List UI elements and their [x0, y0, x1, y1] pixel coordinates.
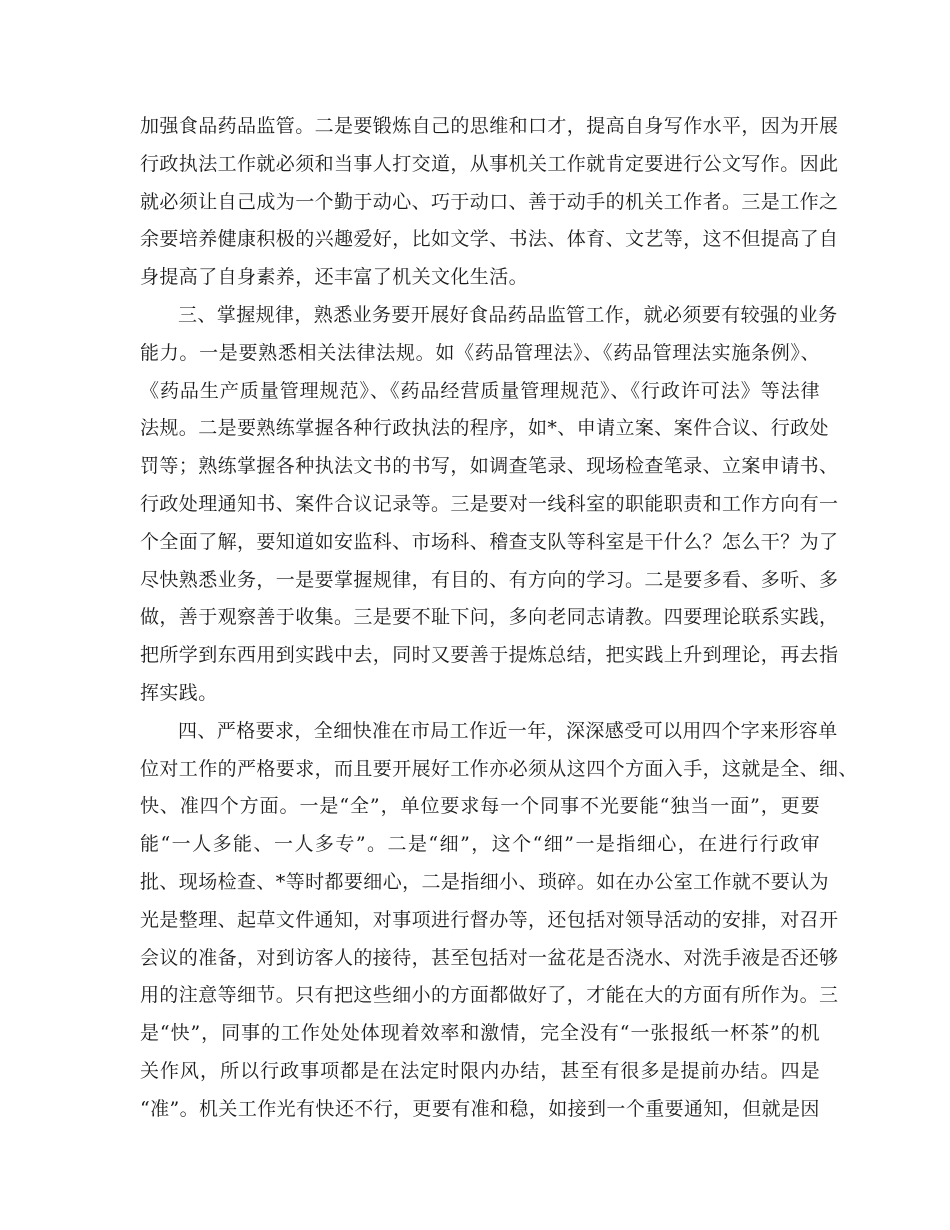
text-line: 用的注意等细节。只有把这些细小的方面都做好了，才能在大的方面有所作为。三 — [140, 984, 839, 1007]
text-line: 加强食品药品监管。二是要锻炼自己的思维和口才，提高自身写作水平，因为开展 — [140, 115, 839, 137]
text-line: 行政处理通知书、案件合议记录等。三是要对一线科室的职能职责和工作方向有一 — [140, 492, 839, 515]
text-line: 快、准四个方面。一是“全”，单位要求每一个同事不光要能“独当一面”，更要 — [140, 795, 820, 818]
text-line: 把所学到东西用到实践中去，同时又要善于提炼总结，把实践上升到理论，再去指 — [140, 644, 839, 667]
text-line: 身提高了自身素养，还丰富了机关文化生活。 — [140, 266, 529, 289]
text-line: 余要培养健康积极的兴趣爱好，比如文学、书法、体育、文艺等，这不但提高了自 — [140, 228, 839, 251]
text-line: 批、现场检查、*等时都要细心，二是指细小、琐碎。如在办公室工作就不要认为 — [140, 870, 829, 893]
text-line: 罚等；熟练掌握各种执法文书的书写，如调查笔录、现场检查笔录、立案申请书、 — [140, 455, 839, 478]
text-line: 四、严格要求，全细快准在市局工作近一年，深深感受可以用四个字来形容单 — [178, 719, 838, 742]
text-line: 个全面了解，要知道如安监科、市场科、稽查支队等科室是干什么？怎么干？为了 — [140, 530, 839, 553]
text-line: 做，善于观察善于收集。三是要不耻下问，多向老同志请教。四要理论联系实践， — [140, 606, 839, 629]
text-line: 挥实践。 — [140, 681, 218, 704]
text-line: 关作风，所以行政事项都是在法定时限内办结，甚至有很多是提前办结。四是 — [140, 1059, 820, 1082]
text-line: 就必须让自己成为一个勤于动心、巧于动口、善于动手的机关工作者。三是工作之 — [140, 190, 839, 213]
text-line: 《药品生产质量管理规范》、《药品经营质量管理规范》、《行政许可法》等法律 — [140, 379, 820, 402]
text-line: 法规。二是要熟练掌握各种行政执法的程序，如*、申请立案、案件合议、行政处 — [140, 417, 829, 440]
text-line: 能力。一是要熟悉相关法律法规。如《药品管理法》、《药品管理法实施条例》、 — [140, 341, 820, 364]
text-line: 光是整理、起草文件通知，对事项进行督办等，还包括对领导活动的安排，对召开 — [140, 908, 839, 931]
text-line: 是“快”，同事的工作处处体现着效率和激情，完全没有“一张报纸一杯茶”的机 — [140, 1022, 820, 1045]
paragraph-3 — [140, 713, 858, 1129]
text-line: 位对工作的严格要求，而且要开展好工作亦必须从这四个方面入手，这就是全、细、 — [140, 757, 858, 780]
text-line: 尽快熟悉业务，一是要掌握规律，有目的、有方向的学习。二是要多看、多听、多 — [140, 568, 839, 591]
document-body — [140, 108, 858, 1129]
text-line: 能“一人多能、一人多专”。二是“细”，这个“细”一是指细心，在进行行政审 — [140, 833, 820, 856]
paragraph-1 — [140, 108, 839, 297]
text-line: 三、掌握规律，熟悉业务要开展好食品药品监管工作，就必须要有较强的业务 — [178, 303, 838, 326]
text-line: “准”。机关工作光有快还不行，更要有准和稳，如接到一个重要通知，但就是因 — [140, 1097, 820, 1120]
text-line: 行政执法工作就必须和当事人打交道，从事机关工作就肯定要进行公文写作。因此 — [140, 152, 839, 175]
paragraph-2 — [140, 297, 839, 713]
text-line: 会议的准备，对到访客人的接待，甚至包括对一盆花是否浇水、对洗手液是否还够 — [140, 946, 839, 969]
